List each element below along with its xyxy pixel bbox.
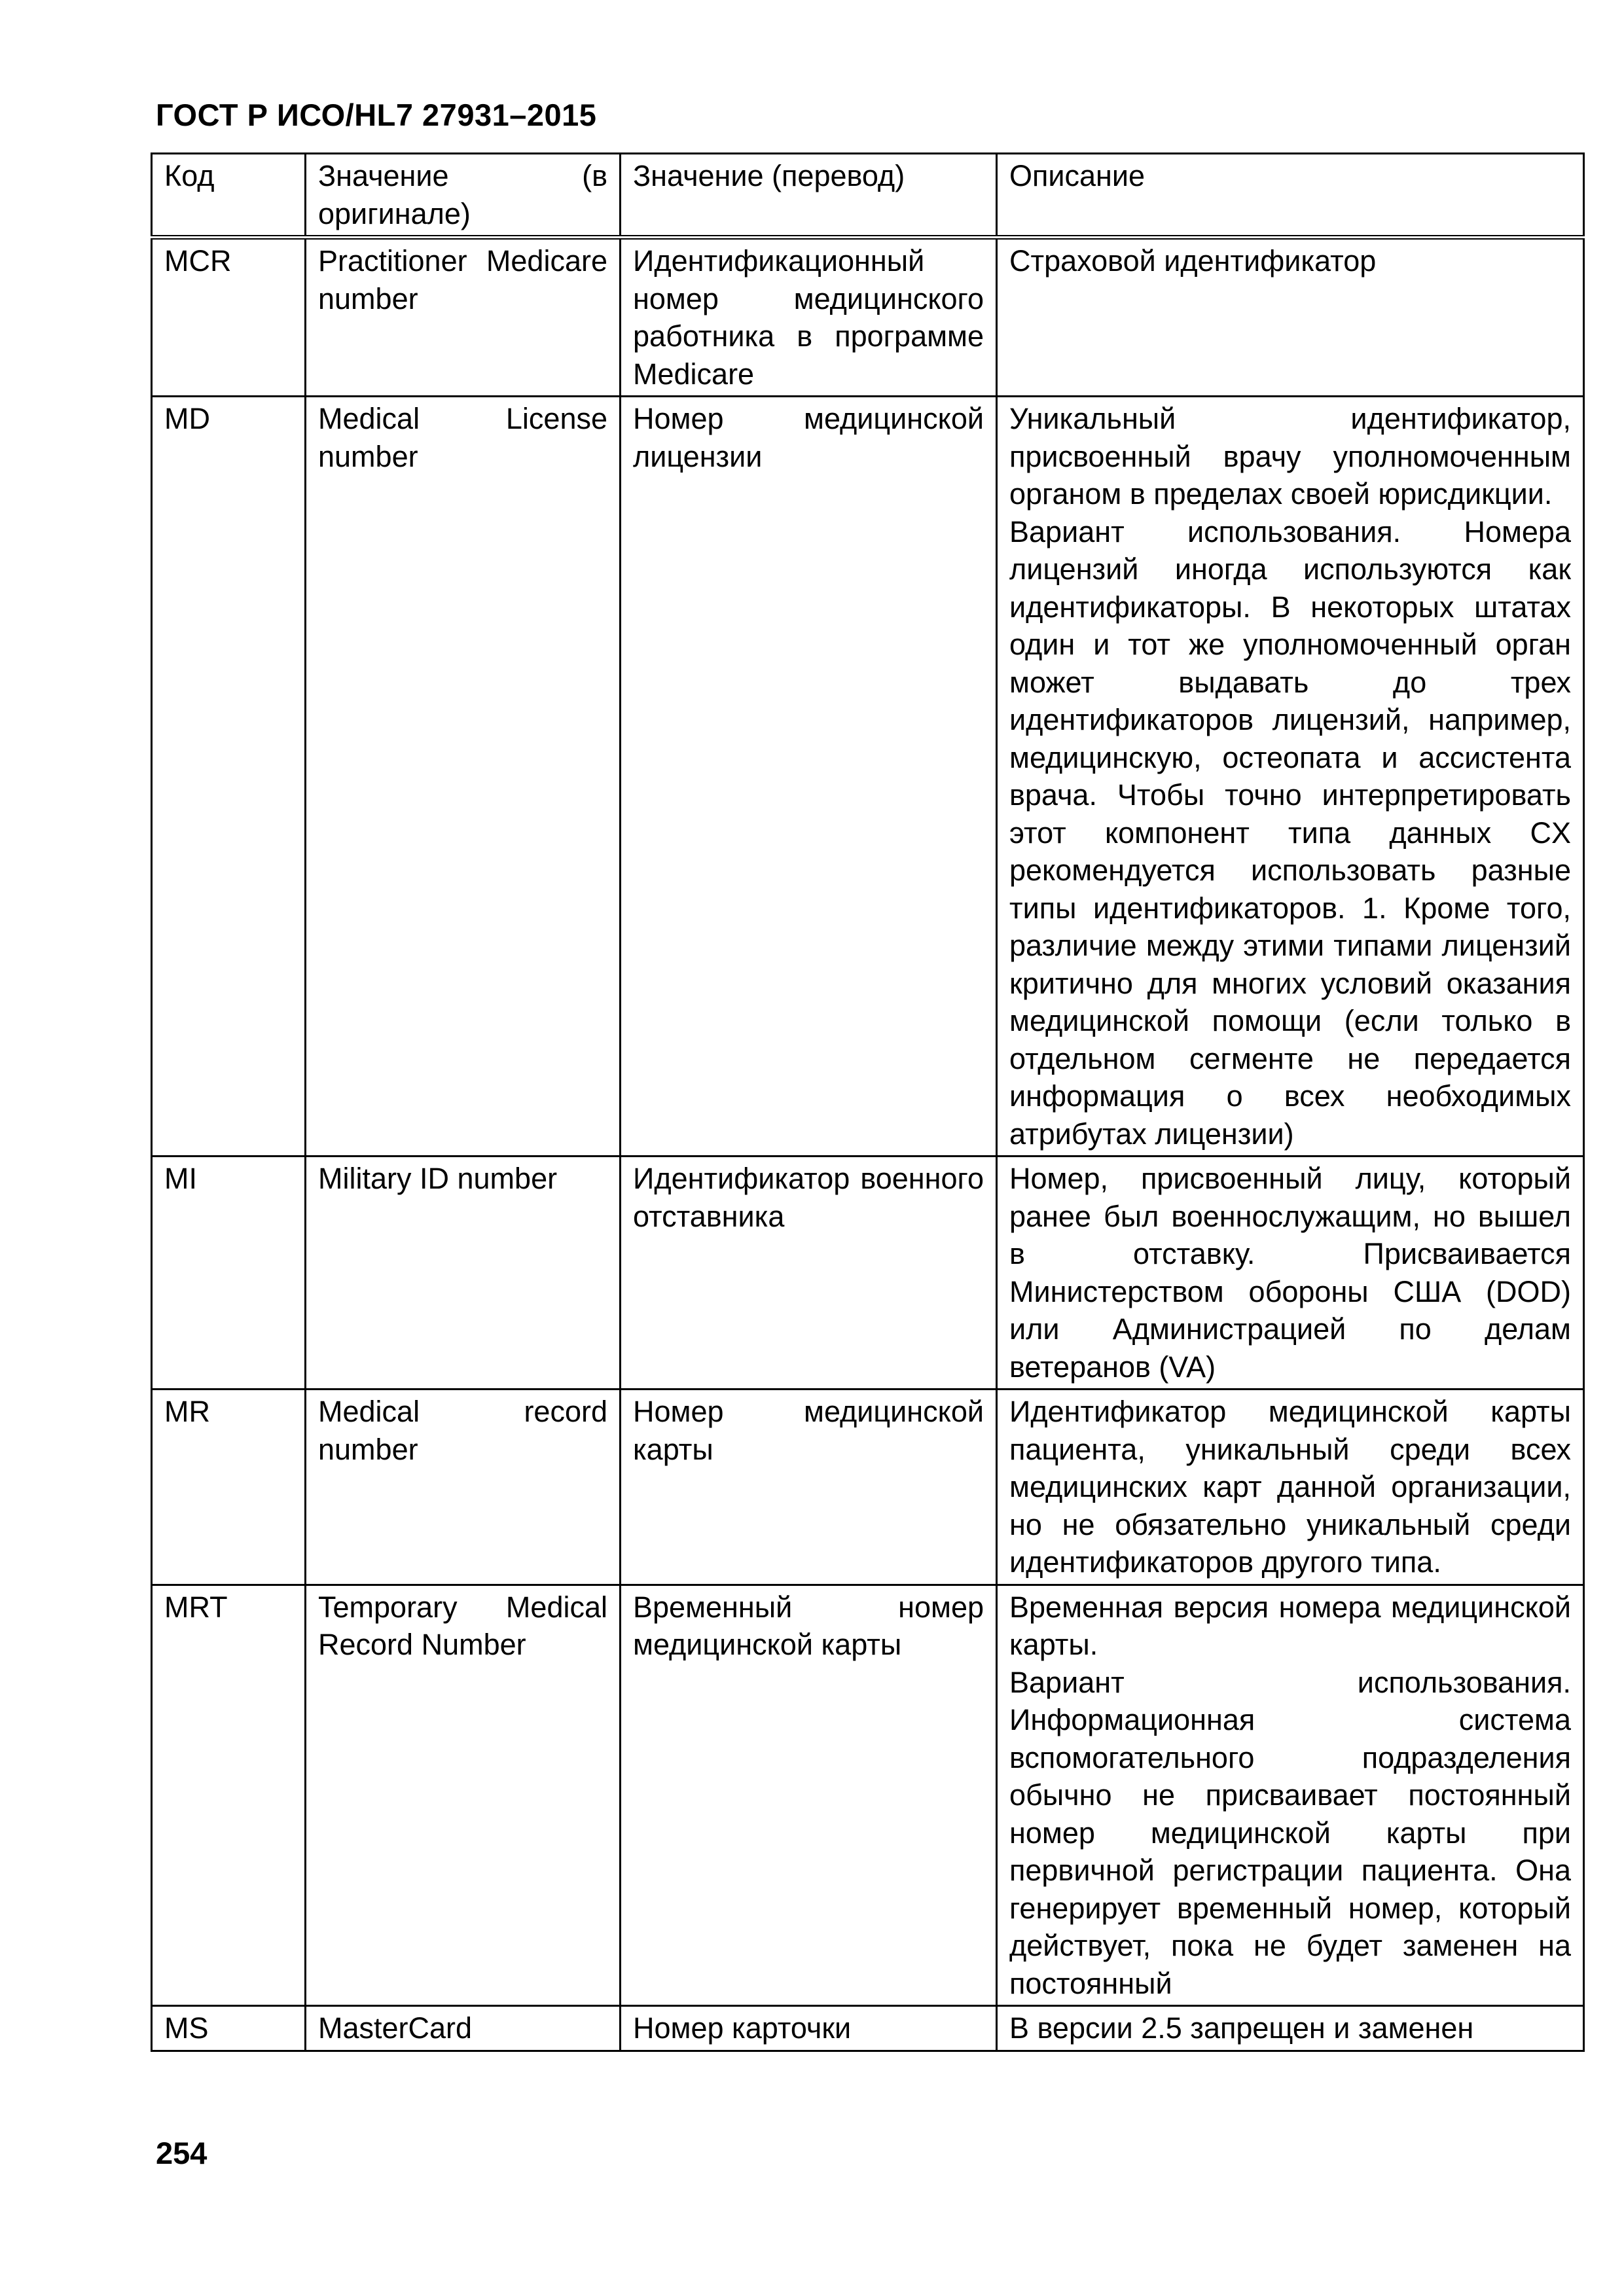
cell-translation: Номер медицинской карты [621,1390,997,1585]
column-header-original: Значение (в оригинале) [306,154,621,238]
table-row [152,1585,1584,2006]
description-paragraph: Вариант использования. Информационная система вспомогательного подразделения обычно не присваивает постоянный номер медицинской карты при первичной регистрации пациента. Она генерирует временный номер, который действует, пока не будет заменен на постоянный [1009,1665,1571,2000]
cell-translation: Временный номер медицинской карты [621,1585,997,2006]
cell-description [997,2006,1584,2051]
description-paragraph: В версии 2.5 запрещен и заменен [1009,2011,1474,2045]
description-paragraph: Вариант использования. Номера лицензий иногда используются как идентификаторы. В некоторых штатах один и тот же уполномоченный орган может выдавать до трех идентификаторов лицензий, например, медицинскую, остеопата и ассистента врача. Чтобы точно интерпретировать этот компонент типа данных CX рекомендуется использовать разные типы идентификаторов. 1. Кроме того, различие между этими типами лицензий критично для многих условий оказания медицинской помощи (если только в отдельном сегменте не передается информация о всех необходимых атрибутах лицензии) [1009,514,1571,1151]
cell-original: Medical record number [306,1390,621,1585]
cell-code: MS [152,2006,306,2051]
description-paragraph: Страховой идентификатор [1009,244,1377,278]
table-row [152,1157,1584,1390]
cell-code: MI [152,1157,306,1390]
description-paragraph: Временная версия номера медицинской карты. [1009,1590,1571,1661]
table-header-row [152,154,1584,238]
cell-original: Temporary Medical Record Number [306,1585,621,2006]
cell-translation: Идентификатор военного отставника [621,1157,997,1390]
table-row [152,238,1584,397]
table-row [152,2006,1584,2051]
cell-description [997,397,1584,1157]
cell-description [997,1390,1584,1585]
table-row [152,1390,1584,1585]
cell-translation: Идентификационный номер медицинского работника в программе Medicare [621,238,997,397]
page-number: 254 [156,2136,208,2170]
cell-translation: Номер медицинской лицензии [621,397,997,1157]
identifier-codes-table [151,152,1585,2052]
description-paragraph: Идентификатор медицинской карты пациента, уникальный среди всех медицинских карт данной организации, но не обязательно уникальный среди идентификаторов другого типа. [1009,1395,1571,1579]
cell-description [997,1585,1584,2006]
cell-code: MRT [152,1585,306,2006]
cell-original: MasterCard [306,2006,621,2051]
table-row [152,397,1584,1157]
cell-code: MR [152,1390,306,1585]
column-header-translation: Значение (перевод) [621,154,997,238]
cell-original: Medical License number [306,397,621,1157]
column-header-code: Код [152,154,306,238]
cell-original: Military ID number [306,1157,621,1390]
cell-description [997,238,1584,397]
cell-translation: Номер карточки [621,2006,997,2051]
column-header-description: Описание [997,154,1584,238]
cell-original: Practitioner Medicare number [306,238,621,397]
cell-description [997,1157,1584,1390]
description-paragraph: Номер, присвоенный лицу, который ранее был военнослужащим, но вышел в отставку. Присваивается Министерством обороны США (DOD) или Администрацией по делам ветеранов (VA) [1009,1162,1571,1384]
cell-code: MD [152,397,306,1157]
cell-code: MCR [152,238,306,397]
description-paragraph: Уникальный идентификатор, присвоенный врачу уполномоченным органом в пределах своей юрисдикции. [1009,402,1571,511]
document-header: ГОСТ Р ИСО/HL7 27931–2015 [156,98,597,132]
